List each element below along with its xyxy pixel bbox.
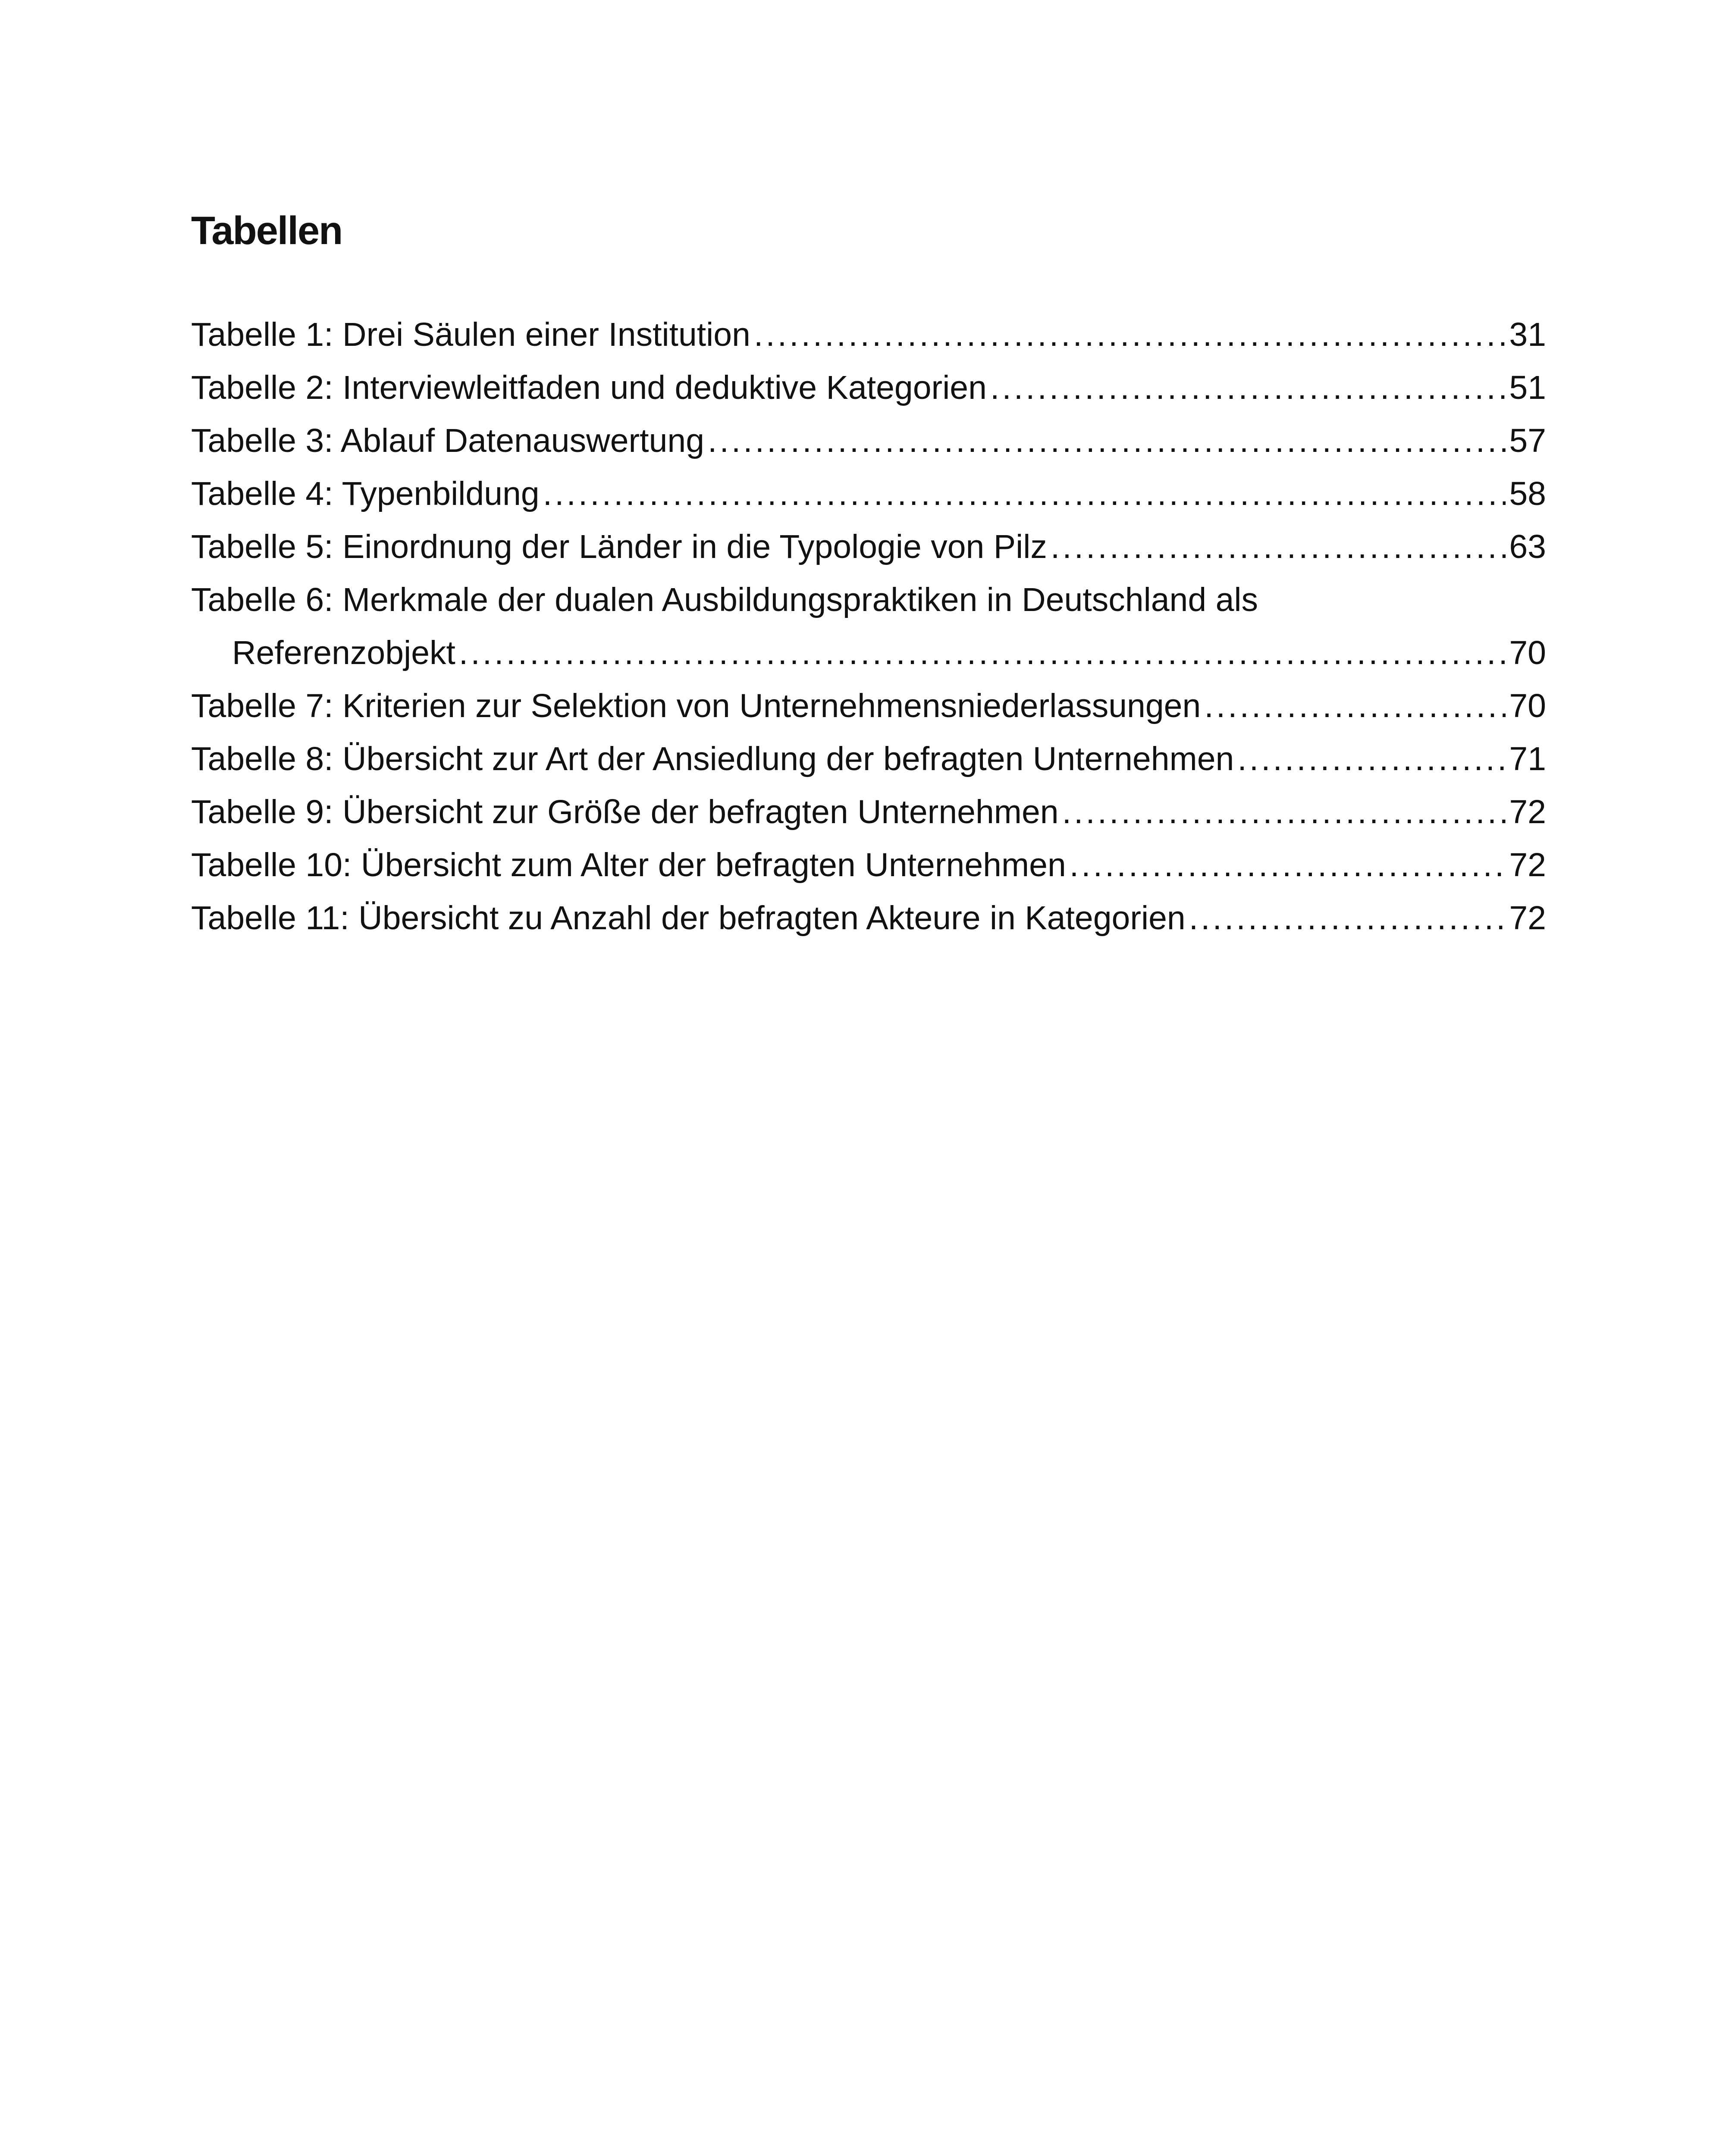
dot-leader <box>1051 520 1506 573</box>
toc-entry-label: Tabelle 7: Kriterien zur Selektion von Unternehmensniederlassungen <box>191 687 1201 724</box>
toc-entry-9[interactable] <box>191 786 1546 839</box>
dot-leader <box>1204 680 1506 733</box>
toc-entry-page: 72 <box>1509 899 1546 937</box>
toc-entry-page: 51 <box>1509 369 1546 406</box>
toc-entry-label-continuation: Referenzobjekt <box>232 634 455 671</box>
toc-entry-1[interactable] <box>191 308 1546 361</box>
dot-leader <box>543 467 1506 520</box>
dot-leader <box>754 308 1506 361</box>
dot-leader <box>990 361 1506 414</box>
toc-entry-label: Tabelle 1: Drei Säulen einer Institution <box>191 316 750 353</box>
toc-entry-label: Tabelle 2: Interviewleitfaden und deduktive Kategorien <box>191 369 987 406</box>
toc-entry-page: 57 <box>1509 422 1546 459</box>
toc-entry-10[interactable] <box>191 839 1546 892</box>
toc-entry-label: Tabelle 6: Merkmale der dualen Ausbildungspraktiken in Deutschland als <box>191 581 1258 618</box>
table-list <box>191 308 1546 945</box>
toc-entry-page: 72 <box>1509 846 1546 884</box>
toc-entry-page: 72 <box>1509 793 1546 830</box>
dot-leader <box>459 627 1506 680</box>
toc-entry-11[interactable] <box>191 892 1546 945</box>
dot-leader <box>708 414 1506 467</box>
toc-entry-3[interactable] <box>191 414 1546 467</box>
dot-leader <box>1070 839 1506 892</box>
toc-entry-label: Tabelle 5: Einordnung der Länder in die Typologie von Pilz <box>191 528 1047 565</box>
toc-entry-label: Tabelle 10: Übersicht zum Alter der befragten Unternehmen <box>191 846 1066 884</box>
toc-entry-label: Tabelle 3: Ablauf Datenauswertung <box>191 422 705 459</box>
toc-entry-2[interactable] <box>191 361 1546 414</box>
toc-entry-7[interactable] <box>191 680 1546 733</box>
toc-entry-page: 31 <box>1509 316 1546 353</box>
toc-entry-label: Tabelle 8: Übersicht zur Art der Ansiedlung der befragten Unternehmen <box>191 740 1234 777</box>
toc-entry-6-continuation[interactable] <box>191 627 1546 680</box>
toc-entry-page: 63 <box>1509 528 1546 565</box>
dot-leader <box>1237 733 1506 786</box>
toc-entry-label: Tabelle 11: Übersicht zu Anzahl der befragten Akteure in Kategorien <box>191 899 1186 937</box>
dot-leader <box>1062 786 1506 839</box>
toc-entry-label: Tabelle 4: Typenbildung <box>191 475 540 512</box>
toc-entry-5[interactable] <box>191 520 1546 573</box>
toc-entry-8[interactable] <box>191 733 1546 786</box>
toc-entry-page: 70 <box>1509 687 1546 724</box>
dot-leader <box>1189 892 1506 945</box>
toc-entry-6[interactable] <box>191 573 1546 627</box>
toc-entry-page: 58 <box>1509 475 1546 512</box>
toc-entry-page: 70 <box>1509 634 1546 671</box>
toc-entry-label: Tabelle 9: Übersicht zur Größe der befragten Unternehmen <box>191 793 1059 830</box>
section-heading: Tabellen <box>191 209 342 253</box>
toc-entry-4[interactable] <box>191 467 1546 520</box>
toc-entry-page: 71 <box>1509 740 1546 777</box>
